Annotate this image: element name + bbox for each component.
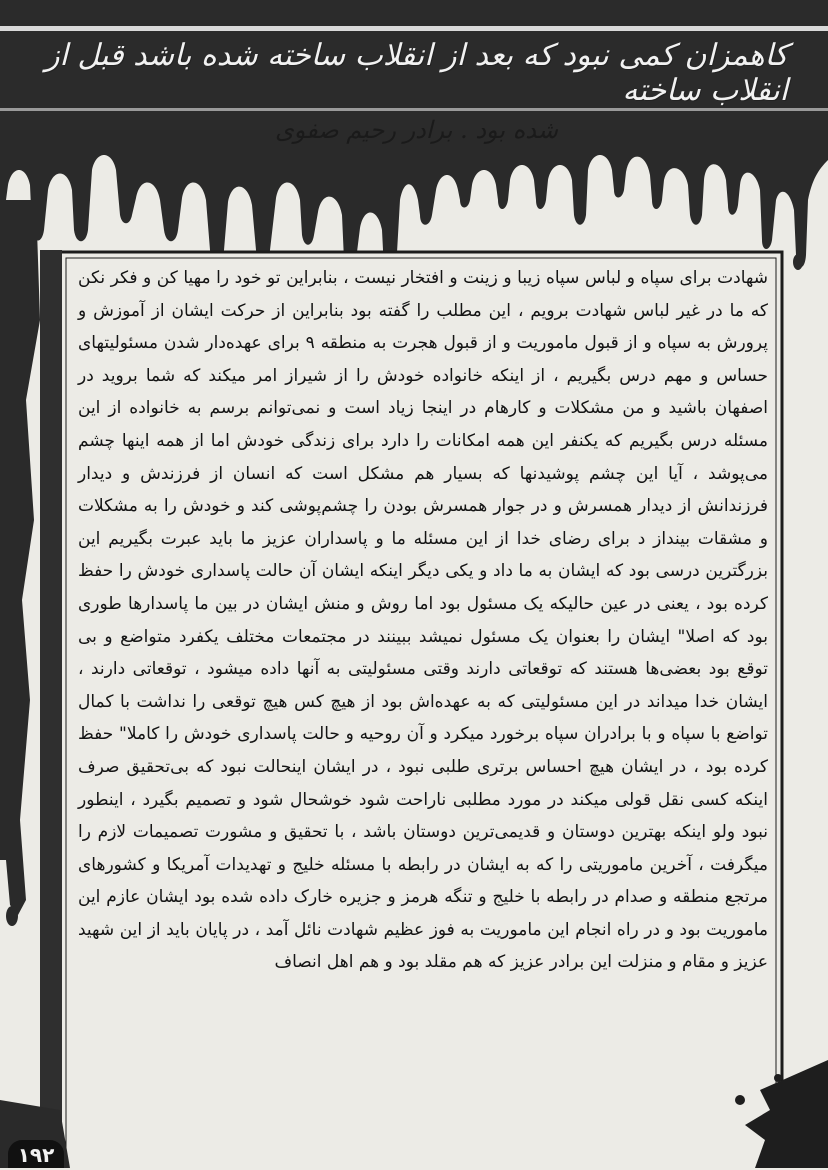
drip-drop — [793, 254, 803, 270]
page-number: ۱۹۲ — [8, 1140, 64, 1168]
drip-drop — [6, 906, 18, 926]
article-paragraph: شهادت برای سپاه و لباس سپاه زیبا و زینت و افتخار نیست ، بنابراین تو خود را مهیا کن و فکر نکن که ما در غیر لباس شهادت برویم ، این مطلب را گفته بود بنابراین از حرکت ایشان از آموزش و پرورش به سپاه و از قبول ماموریت و از قبول هجرت به منطقه ۹ برای عهده‌دار شدن مسئولیتهای حساس و مهم درس بگیریم ، از اینکه خانواده خودش را از شیراز امر میکند که شما بروید در اصفهان باشید و من مشکلات و کارهام در اینجا زیاد است و نمی‌توانم برسم به خانواده از این مسئله درس بگیریم که یکنفر این همه امکانات را دارد برای زندگی خودش اما از همه اینها چشم می‌پوشد ، آیا این چشم پوشیدنها که بسیار هم مشکل است که انسان از فرزندش و دیدار فرزندانش از دیدار همسرش و در جوار همسرش بودن را چشم‌پوشی کند و خودش را به مشکلات و مشقات بینداز د برای رضای خدا از این مسئله ما و پاسداران عزیز ما باید عبرت بگیریم این بزرگترین درسی بود که ایشان به ما داد و یکی دیگر اینکه ایشان آن حالت پاسداری خودش را حفظ کرده بود ، یعنی در عین حالیکه یک مسئول بود اما روش و منش ایشان در بین ما پاسدارها طوری بود که اصلا" ایشان را بعنوان یک مسئول نمیشد ببینند در مجتمعات مختلف یکفرد متواضع و بی توقع بود بعضی‌ها هستند که توقعاتی دارند وقتی مسئولیتی به آنها داده میشود ، توقعاتی دارند ، ایشان خدا میداند در این مسئولیتی که به عهده‌اش بود از هیچ کس هیچ توقعی را نداشت با کمال تواضع با سپاه و با برادران سپاه برخورد میکرد و آن روحیه و حالت پاسداری خودش را کاملا" حفظ کرده بود ، در ایشان هیچ احساس برتری طلبی نبود ، در ایشان اینحالت نبود که بی‌تحقیق صرف اینکه کسی نقل قولی میکند در مورد مطلبی ناراحت شود خوشحال شود و تصمیم بگیرد ، اینطور نبود ولو اینکه بهترین دوستان و قدیمی‌ترین دوستان باشد ، با تحقیق و مشورت تصمیمات لازم را میگرفت ، آخرین ماموریتی را که به ایشان در رابطه با مسئله خلیج و تهدیدات آمریکا و کشورهای مرتجع منطقه و صدام در رابطه با خلیج و تنگه هرمز و جزیره خارک داده شده بود ایشان عازم این ماموریت بود و در راه انجام این ماموریت به فوز عظیم شهادت نائل آمد ، در پایان باید از این شهید عزیز و مقام و منزلت این برادر عزیز که هم مقلد بود و هم اهل انصاف — [78, 268, 768, 973]
splash-drop — [774, 1074, 782, 1082]
frame-left-band — [40, 250, 62, 1168]
header-rule-top — [0, 26, 828, 31]
header-subtitle: شده بود . برادر رحیم صفوی — [274, 116, 558, 144]
header-title: کاهمزان کمی نبود که بعد از انقلاب ساخته شده باشد قبل از انقلاب ساخته — [45, 38, 788, 108]
left-drip — [0, 200, 40, 915]
article-body — [72, 262, 772, 1168]
header-rule-bottom — [0, 108, 828, 111]
